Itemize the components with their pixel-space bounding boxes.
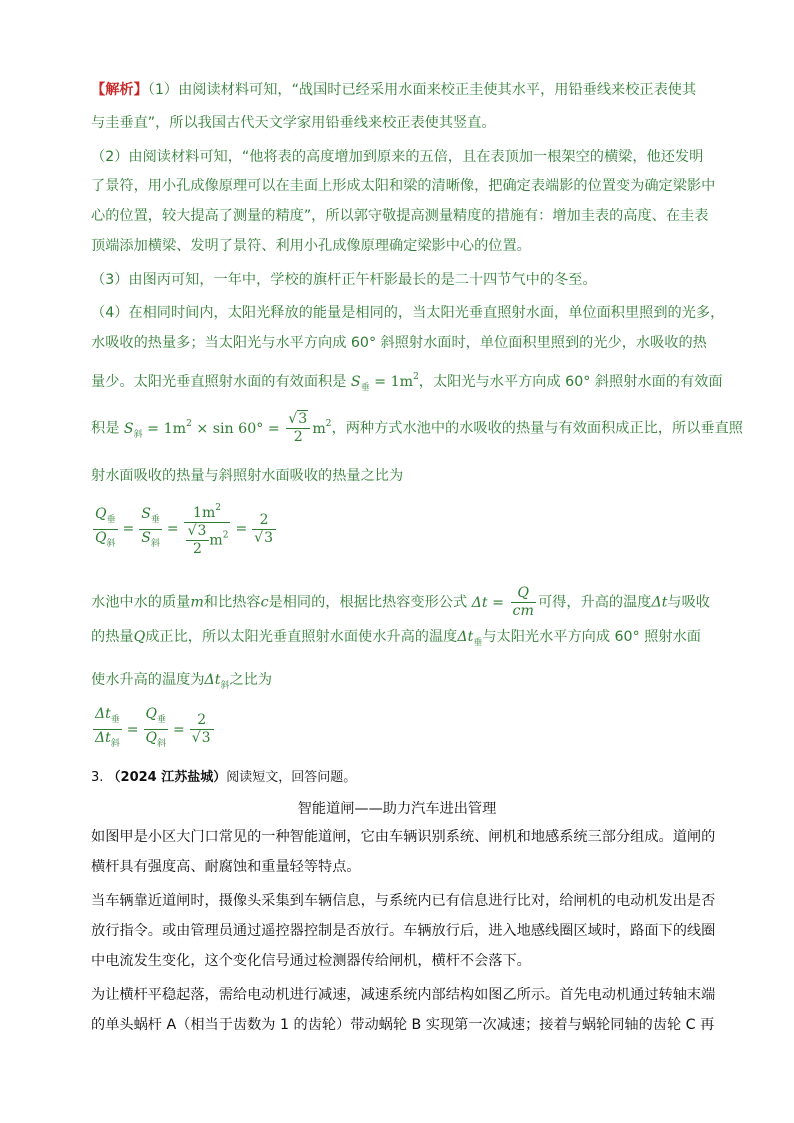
analysis-line-with-formula: 量少。太阳光垂直照射水面的有效面积是 $S_垂 = 1m^2$，太阳光与水平方向成 60° 斜照射水面的有效面 [91,372,723,393]
equation-heat-ratio: $\frac{Q_垂}{Q_斜}$ = $\frac{S_垂}{S_斜}$ = $1m^2$ $\frac{√3}{2}$ $m^2$ = $\frac{2}{√3}$ [91,500,278,558]
article-line: 放行指令。或由管理员通过遥控器控制是否放行。车辆放行后，进入地感线圈区域时，路面下的线圈 [91,923,716,939]
analysis-line-with-formula: 积是 $S_斜 = 1m^2 \times \sin 60^\circ$ = $\frac{√3}{2}$ $m^2$，两种方式水池中的水吸收的热量与有效面积成正比，所以垂直照 [91,411,743,445]
analysis-line [91,80,696,100]
formula-area-vertical: $S_垂 = 1m^2$ [350,372,419,393]
article-line: 当车辆靠近道闸时，摄像头采集到车辆信息，与系统内已有信息进行比对，给闸机的电动机发出是否 [91,893,716,909]
article-line: 横杆具有强度高、耐腐蚀和重量轻等特点。 [91,859,361,875]
formula-area-slant: $S_斜 = 1m^2 \times \sin 60^\circ$ = $\frac{√3}{2}$ $m^2$ [123,411,332,445]
question-source: （2024 江苏盐城） [107,770,227,785]
analysis-line-with-formula: 水池中水的质量m和比热容c是相同的，根据比热容变形公式 Δt = $\frac{Q}{cm}$ 可得，升高的温度Δt与吸收 [91,585,710,619]
analysis-line: 心的位置，较大提高了测量的精度”，所以郭守敬提高测量精度的措施有：增加圭表的高度、在圭表 [91,208,709,224]
analysis-line: 射水面吸收的热量与斜照射水面吸收的热量之比为 [91,468,404,484]
analysis-line: （4）在相同时间内，太阳光释放的能量是相同的，当太阳光垂直照射水面，单位面积里照到的光多， [91,305,725,321]
equation-temperature-ratio: $\frac{\Delta t_垂}{\Delta t_斜}$ = $\frac{Q_垂}{Q_斜}$ = $\frac{2}{√3}$ [91,706,216,753]
analysis-line: 水吸收的热量多；当太阳光与水平方向成 60° 斜照射水面时，单位面积里照到的光少，水吸收的热 [91,335,707,351]
analysis-line-with-formula: 的热量Q成正比，所以太阳光垂直照射水面使水升高的温度$\Delta t_垂$与太阳光水平方向成 60° 照射水面 [91,629,701,648]
article-line: 中电流发生变化，这个变化信号通过检测器传给闸机，横杆不会落下。 [91,953,531,969]
analysis-text: （1）由阅读材料可知，“战国时已经采用水面来校正圭使其水平，用铅垂线来校正表使其 [147,82,697,98]
question-number: 3. [91,770,104,785]
article-title: 智能道闸——助力汽车进出管理 [297,801,497,817]
article-line: 的单头蜗杆 A（相当于齿数为 1 的齿轮）带动蜗轮 B 实现第一次减速；接着与蜗轮同轴的齿轮 C 再 [91,1017,715,1033]
analysis-line: 与圭垂直”，所以我国古代天文学家用铅垂线来校正表使其竖直。 [91,115,496,131]
analysis-line: （3）由图丙可知，一年中，学校的旗杆正午杆影最长的是二十四节气中的冬至。 [91,272,597,288]
question-prompt: 阅读短文，回答问题。 [226,770,357,785]
analysis-tag: 【解析】 [91,82,148,98]
article-line: 如图甲是小区大门口常见的一种智能道闸，它由车辆识别系统、闸机和地感系统三部分组成。道闸的 [91,829,716,845]
formula-delta-t: Δt = $\frac{Q}{cm}$ [471,585,534,619]
analysis-line: 顶端添加横梁、发明了景符、利用小孔成像原理确定梁影中心的位置。 [91,238,531,254]
analysis-line-with-formula: 使水升高的温度为$\Delta t_斜$之比为 [91,672,273,691]
article-line: 为让横杆平稳起落，需给电动机进行减速，减速系统内部结构如图乙所示。首先电动机通过转轴末端 [91,987,716,1003]
analysis-line: （2）由阅读材料可知，“他将表的高度增加到原来的五倍，且在表顶加一根架空的横梁，他还发明 [91,149,704,165]
analysis-line: 了景符，用小孔成像原理可以在圭面上形成太阳和梁的清晰像，把确定表端影的位置变为确定梁影中 [91,178,716,194]
question-header [91,768,356,788]
